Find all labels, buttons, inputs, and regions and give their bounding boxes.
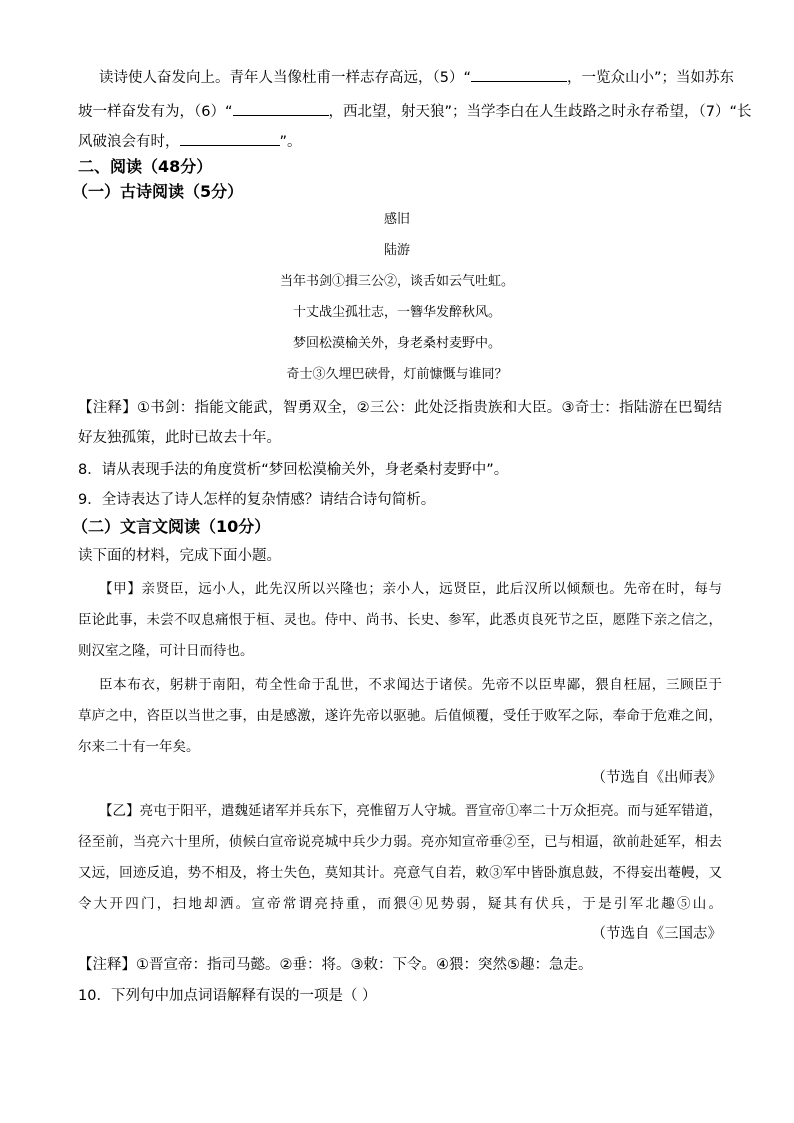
passage-jia-line: 尔来二十有一年矣。 [78, 739, 200, 755]
passage-yi-line: 又远，回迹反追，势不相及，将士失色，莫知其计。亮意气自若，敕③军中皆卧旗息鼓，不得妄出菴幔，又 [78, 865, 722, 881]
fill-in-line-3 [78, 131, 302, 152]
poem-note: 好友独孤策，此时已故去十年。 [78, 430, 281, 446]
passage-jia-line: 臣论此事，未尝不叹息痛恨于桓、灵也。侍中、尚书、长史、参军，此悉贞良死节之臣，愿陛下亲之信之， [78, 612, 722, 628]
poem-author: 陆游 [383, 243, 410, 258]
poem-line: 十丈战尘孤壮志，一簪华发醉秋风。 [292, 305, 501, 320]
passage-yi-line: 【乙】亮屯于阳平，遣魏延诸军并兵东下，亮惟留万人守城。晋宣帝①率二十万众拒亮。而与延军错道， [99, 803, 722, 819]
source-citation: （节选自《三国志》 [591, 926, 722, 942]
answer-blank-7[interactable] [180, 131, 280, 146]
fill-in-text: 风破浪会有时， [78, 134, 180, 150]
answer-blank-6[interactable] [233, 101, 329, 116]
fill-in-text: ，一览众山小”；当如苏东 [567, 70, 735, 86]
fill-in-text: 坡一样奋发有为，（6）“ [78, 104, 233, 120]
answer-blank-5[interactable] [471, 67, 567, 82]
subsection-heading: （二）文言文阅读（10分） [72, 517, 271, 536]
passage-jia-line: 臣本布衣，躬耕于南阳，苟全性命于乱世，不求闻达于诸侯。先帝不以臣卑鄙，猥自枉屈，三顾臣于 [99, 677, 722, 693]
passage-jia-line: 草庐之中，咨臣以当世之事，由是感激，遂许先帝以驱驰。后值倾覆，受任于败军之际，奉命于危难之间， [78, 708, 722, 724]
poem-line: 奇士③久埋巴硖骨，灯前慷慨与谁同？ [286, 367, 508, 382]
question-9: 9．全诗表达了诗人怎样的复杂情感？请结合诗句简析。 [78, 492, 436, 508]
question-8: 8．请从表现手法的角度赏析“梦回松漠榆关外，身老桑村麦野中”。 [78, 462, 509, 478]
poem-title: 感旧 [383, 212, 410, 227]
fill-in-text: ”。 [279, 134, 302, 150]
passage-jia-line: 则汉室之隆，可计日而待也。 [78, 643, 254, 659]
poem-line: 当年书剑①揖三公②，谈舌如云气吐虹。 [279, 274, 514, 289]
fill-in-text: ，西北望，射天狼”；当学李白在人生歧路之时永存希望，（7）“长 [328, 104, 752, 120]
question-10: 10．下列句中加点词语解释有误的一项是（ ） [78, 988, 377, 1004]
instruction: 读下面的材料，完成下面小题。 [78, 548, 281, 564]
section-heading: 二、阅读（48分） [78, 157, 213, 176]
passage-yi-line: 令大开四门，扫地却洒。宣帝常谓亮持重，而猥④见势弱，疑其有伏兵，于是引军北趣⑤山。 [78, 896, 722, 912]
passage-yi-line: 径至前，当亮六十里所，侦候白宣帝说亮城中兵少力弱。亮亦知宣帝垂②至，已与相逼，欲前赴延军，相去 [78, 834, 722, 850]
fill-in-line-2 [78, 101, 752, 122]
poem-note: 【注释】①书剑：指能文能武，智勇双全，②三公：此处泛指贵族和大臣。③奇士：指陆游在巴蜀结 [78, 400, 722, 416]
subsection-heading: （一）古诗阅读（5分） [72, 182, 244, 201]
passage-note: 【注释】①晋宣帝：指司马懿。②垂：将。③敕：下令。④猥：突然⑤趣：急走。 [78, 957, 593, 973]
poem-line: 梦回松漠榆关外，身老桑村麦野中。 [292, 336, 501, 351]
source-citation: （节选自《出师表》 [591, 770, 722, 786]
fill-in-text: 读诗使人奋发向上。青年人当像杜甫一样志存高远，（5）“ [99, 70, 471, 86]
passage-jia-line: 【甲】亲贤臣，远小人，此先汉所以兴隆也；亲小人，远贤臣，此后汉所以倾颓也。先帝在时，每与 [99, 581, 722, 597]
fill-in-line-1 [99, 67, 734, 88]
